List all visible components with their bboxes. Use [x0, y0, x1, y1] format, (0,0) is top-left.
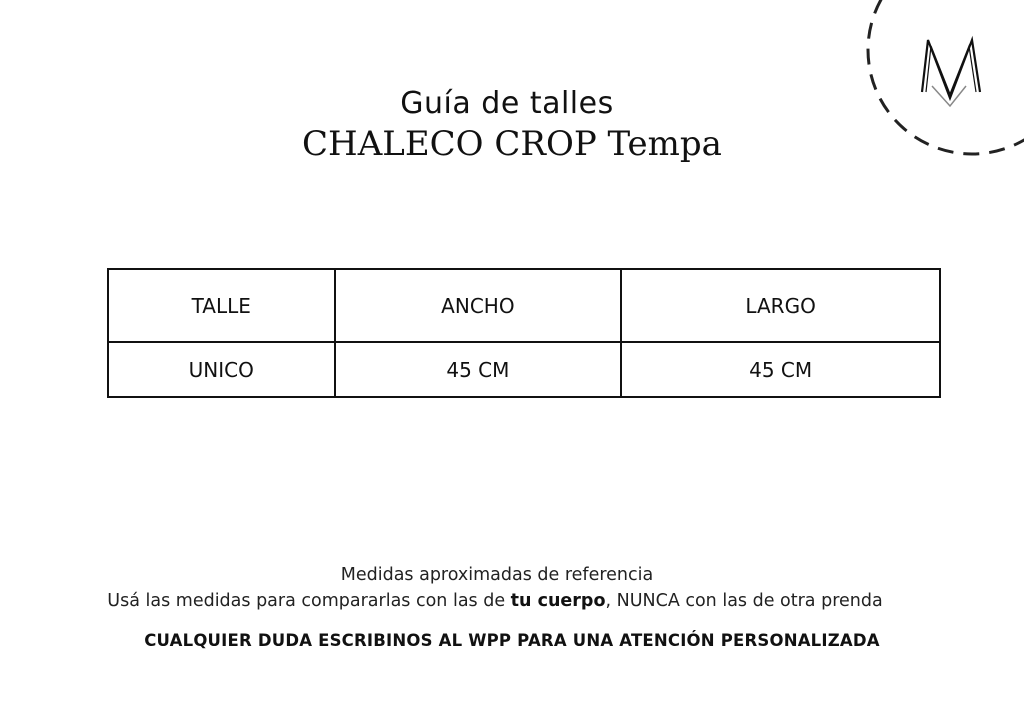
table-header-row [108, 269, 940, 342]
table-row [108, 342, 940, 397]
reference-note: Medidas aproximadas de referencia [340, 565, 654, 585]
page-title: CHALECO CROP Tempa [302, 124, 722, 164]
cell-talle: UNICO [108, 342, 335, 397]
header-cell-largo: LARGO [621, 269, 940, 342]
page-subtitle: Guía de talles [400, 86, 614, 121]
size-guide-table [107, 268, 941, 398]
header-cell-ancho: ANCHO [335, 269, 622, 342]
comparison-note-end: , NUNCA con las de otra prenda [605, 591, 883, 611]
comparison-note-bold: tu cuerpo [510, 591, 606, 611]
header-cell-talle: TALLE [108, 269, 335, 342]
comparison-note [0, 591, 990, 611]
cell-ancho: 45 CM [335, 342, 622, 397]
contact-cta: CUALQUIER DUDA ESCRIBINOS AL WPP PARA UNA ATENCIÓN PERSONALIZADA [144, 631, 880, 650]
comparison-note-start: Usá las medidas para compararlas con las de [107, 591, 511, 611]
cell-largo: 45 CM [621, 342, 940, 397]
